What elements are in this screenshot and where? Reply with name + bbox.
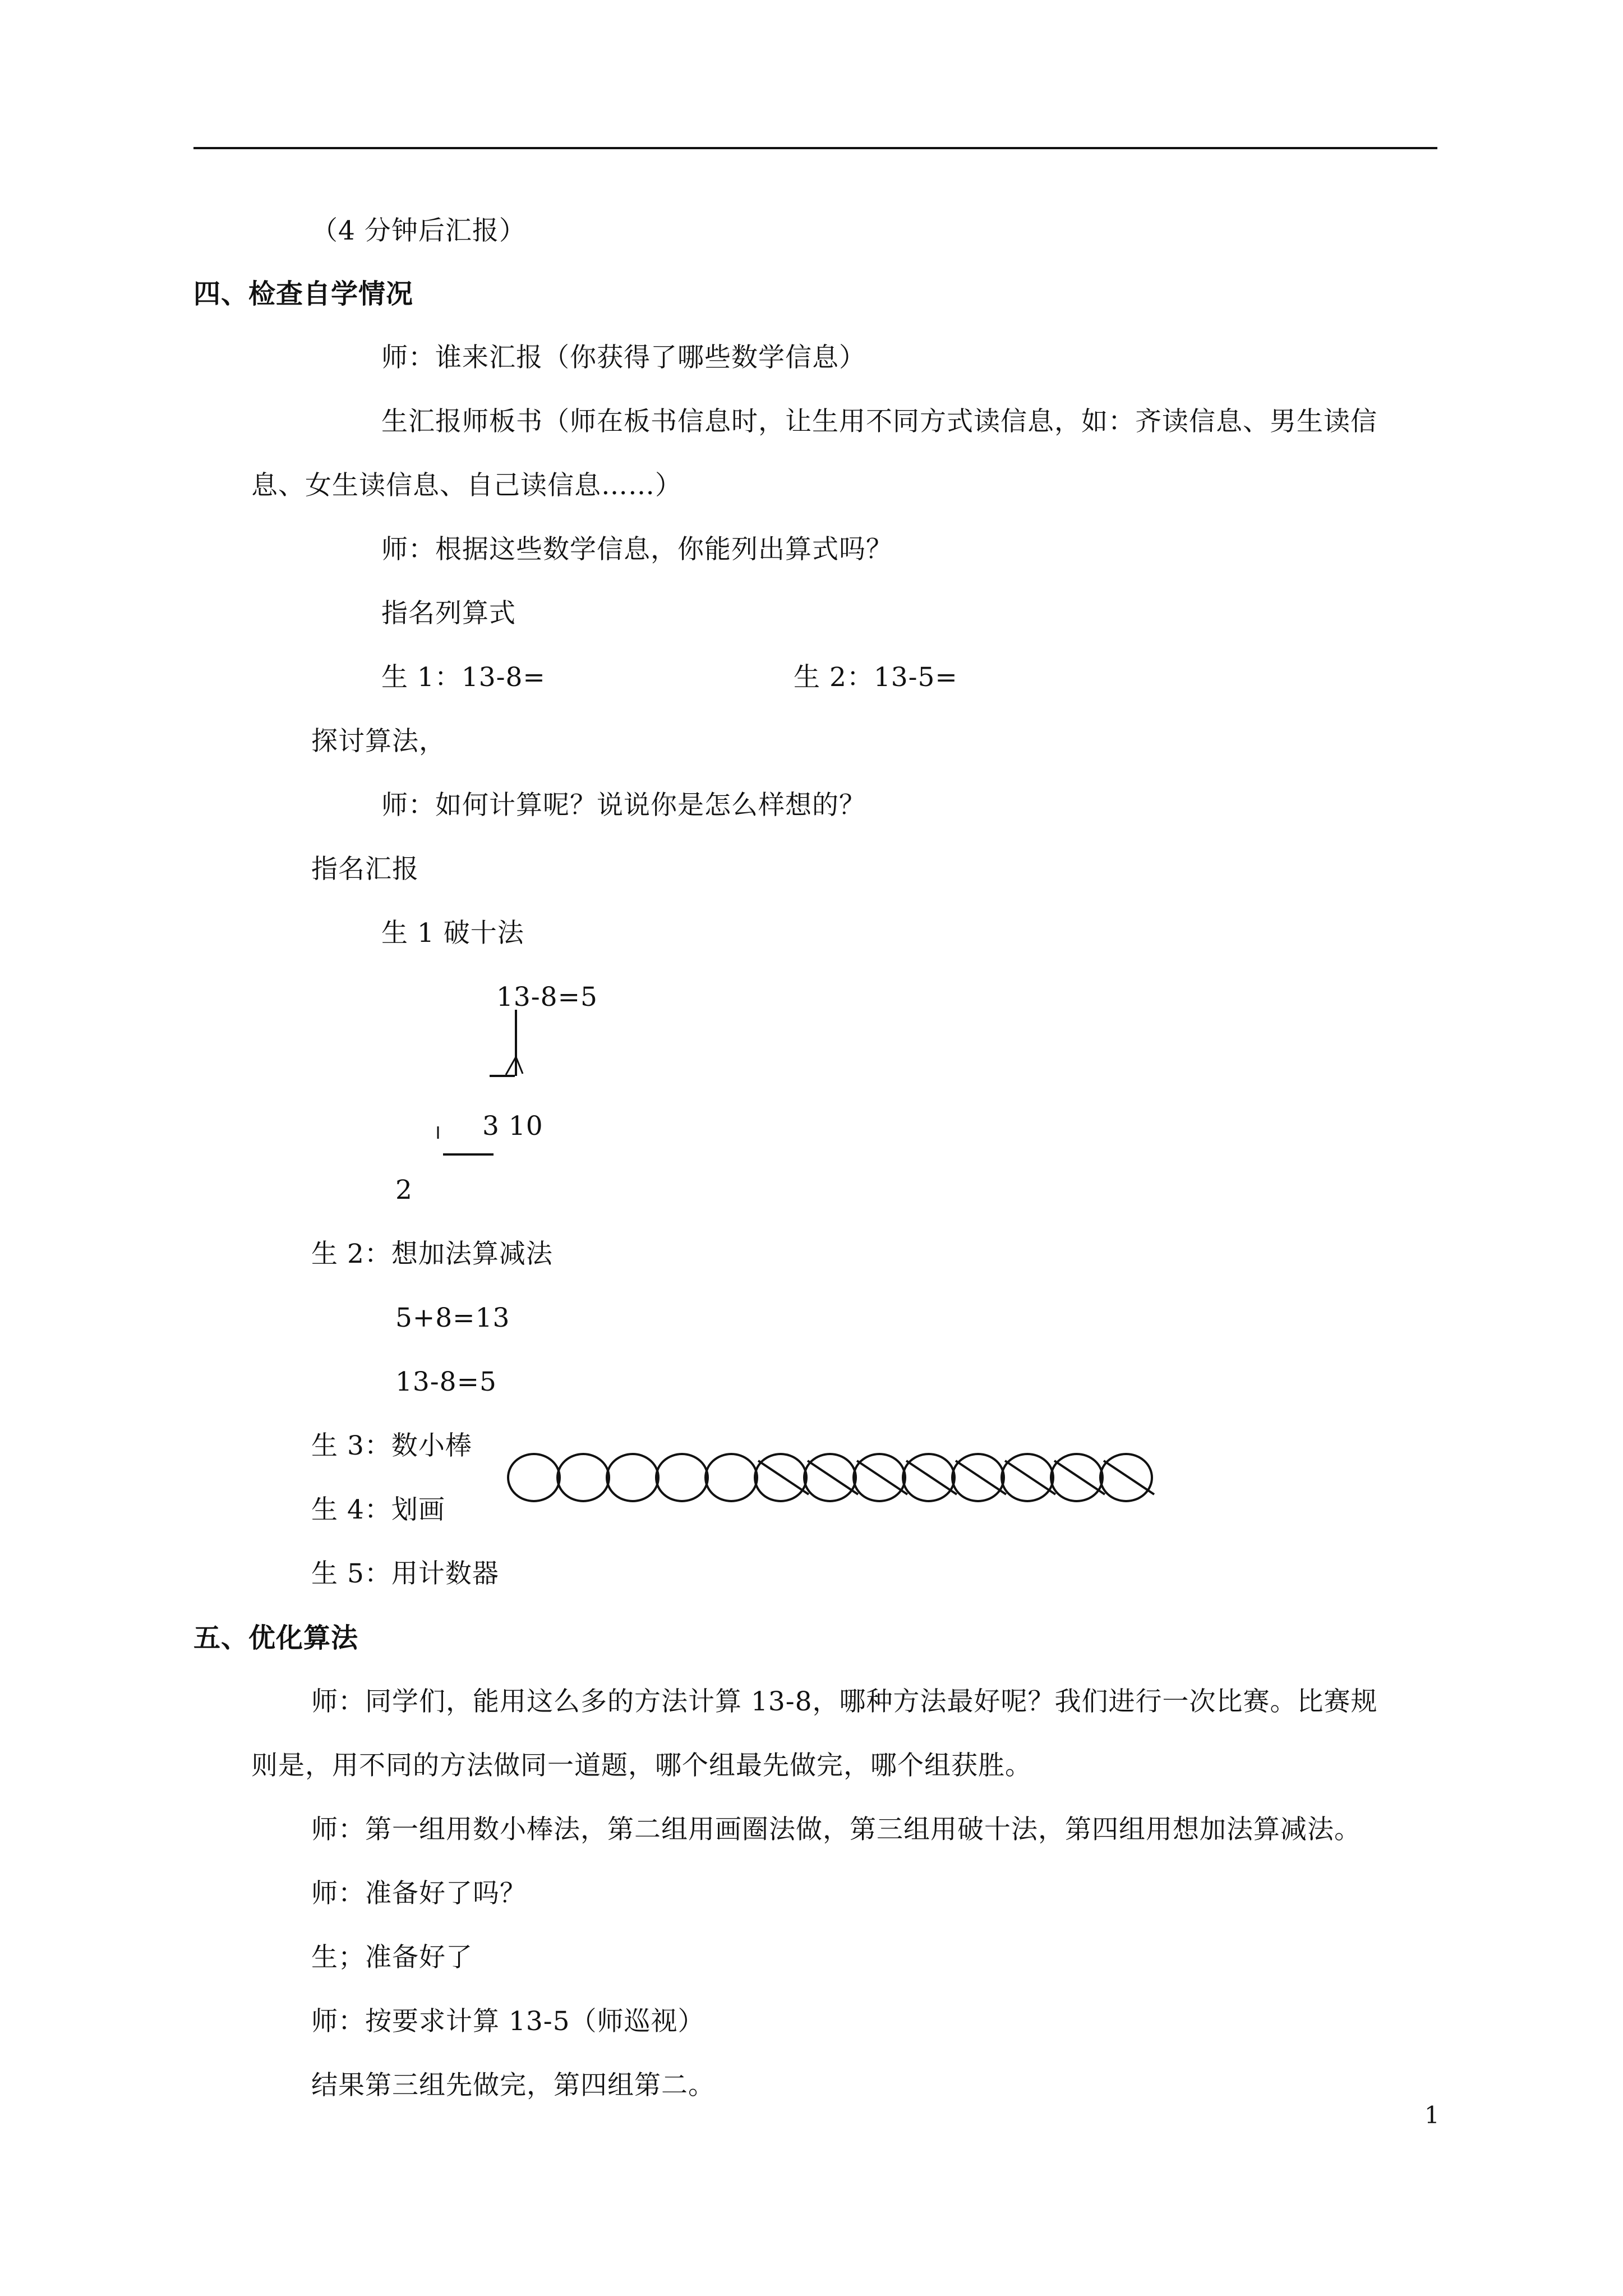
header-rule <box>193 147 1437 149</box>
explore-text: 探讨算法， <box>311 726 446 757</box>
method1-split: 3 10 <box>482 1111 543 1142</box>
circle-13 <box>1100 1454 1152 1501</box>
method5-label: 生 5：用计数器 <box>311 1558 499 1589</box>
circle-drawing <box>505 1442 1178 1515</box>
section5-p6: 结果第三组先做完，第四组第二。 <box>311 2070 715 2101</box>
method1-label: 生 1 破十法 <box>381 918 524 949</box>
method4-label: 生 4：划画 <box>311 1494 445 1525</box>
cross-stroke-9 <box>906 1461 957 1494</box>
cross-stroke-6 <box>758 1461 809 1494</box>
cross-stroke-13 <box>1104 1461 1154 1494</box>
student-report-line-2: 息、女生读信息、自己读信息……） <box>251 470 682 501</box>
student1-formula: 生 1：13-8= <box>381 662 546 693</box>
teacher-ask-text: 师：谁来汇报（你获得了哪些数学信息） <box>381 342 866 373</box>
method3-label: 生 3：数小棒 <box>311 1430 472 1461</box>
method1-remain: 2 <box>395 1175 413 1205</box>
circle-4 <box>656 1454 708 1501</box>
circle-3 <box>607 1454 658 1501</box>
circle-10 <box>952 1454 1004 1501</box>
cross-stroke-10 <box>956 1461 1006 1494</box>
circle-5 <box>706 1454 757 1501</box>
method2-label: 生 2：想加法算减法 <box>311 1239 553 1269</box>
circle-2 <box>557 1454 609 1501</box>
section4-heading: 四、检查自学情况 <box>193 278 414 310</box>
method1-equation: 13-8=5 <box>496 982 598 1013</box>
diagram-left-branch <box>506 1057 516 1075</box>
section5-heading: 五、优化算法 <box>193 1622 359 1654</box>
section5-p4: 生；准备好了 <box>311 1942 473 1973</box>
cross-stroke-12 <box>1054 1461 1105 1494</box>
call-report-text: 指名汇报 <box>311 854 419 885</box>
method2-eq2: 13-8=5 <box>395 1366 497 1397</box>
method2-eq1: 5+8=13 <box>395 1303 510 1333</box>
circle-6 <box>755 1454 806 1501</box>
student2-formula: 生 2：13-5= <box>794 662 958 693</box>
section5-p1-line2: 则是，用不同的方法做同一道题，哪个组最先做完，哪个组获胜。 <box>251 1750 1032 1781</box>
report-after-text: （4 分钟后汇报） <box>311 215 526 246</box>
circle-7 <box>804 1454 856 1501</box>
teacher-how-text: 师：如何计算呢？说说你是怎么样想的？ <box>381 790 866 821</box>
section5-p5: 师：按要求计算 13-5（师巡视） <box>311 2006 705 2037</box>
circle-1 <box>508 1454 560 1501</box>
teacher-formula-text: 师：根据这些数学信息，你能列出算式吗？ <box>381 534 893 565</box>
circle-11 <box>1002 1454 1053 1501</box>
cross-stroke-11 <box>1005 1461 1055 1494</box>
circle-8 <box>854 1454 905 1501</box>
student-report-line-1: 生汇报师板书（师在板书信息时，让生用不同方式读信息，如：齐读信息、男生读信 <box>381 406 1377 437</box>
circle-12 <box>1051 1454 1103 1501</box>
section5-p3: 师：准备好了吗？ <box>311 1878 527 1909</box>
section5-p1-line1: 师：同学们，能用这么多的方法计算 13-8，哪种方法最好呢？我们进行一次比赛。比赛规 <box>311 1686 1378 1717</box>
cross-stroke-8 <box>857 1461 907 1494</box>
section5-p2: 师：第一组用数小棒法，第二组用画圈法做，第三组用破十法，第四组用想加法算减法。 <box>311 1814 1361 1845</box>
circle-9 <box>903 1454 955 1501</box>
cross-stroke-7 <box>808 1461 858 1494</box>
page-number: 1 <box>1424 2101 1440 2129</box>
call-name-text: 指名列算式 <box>381 598 516 629</box>
